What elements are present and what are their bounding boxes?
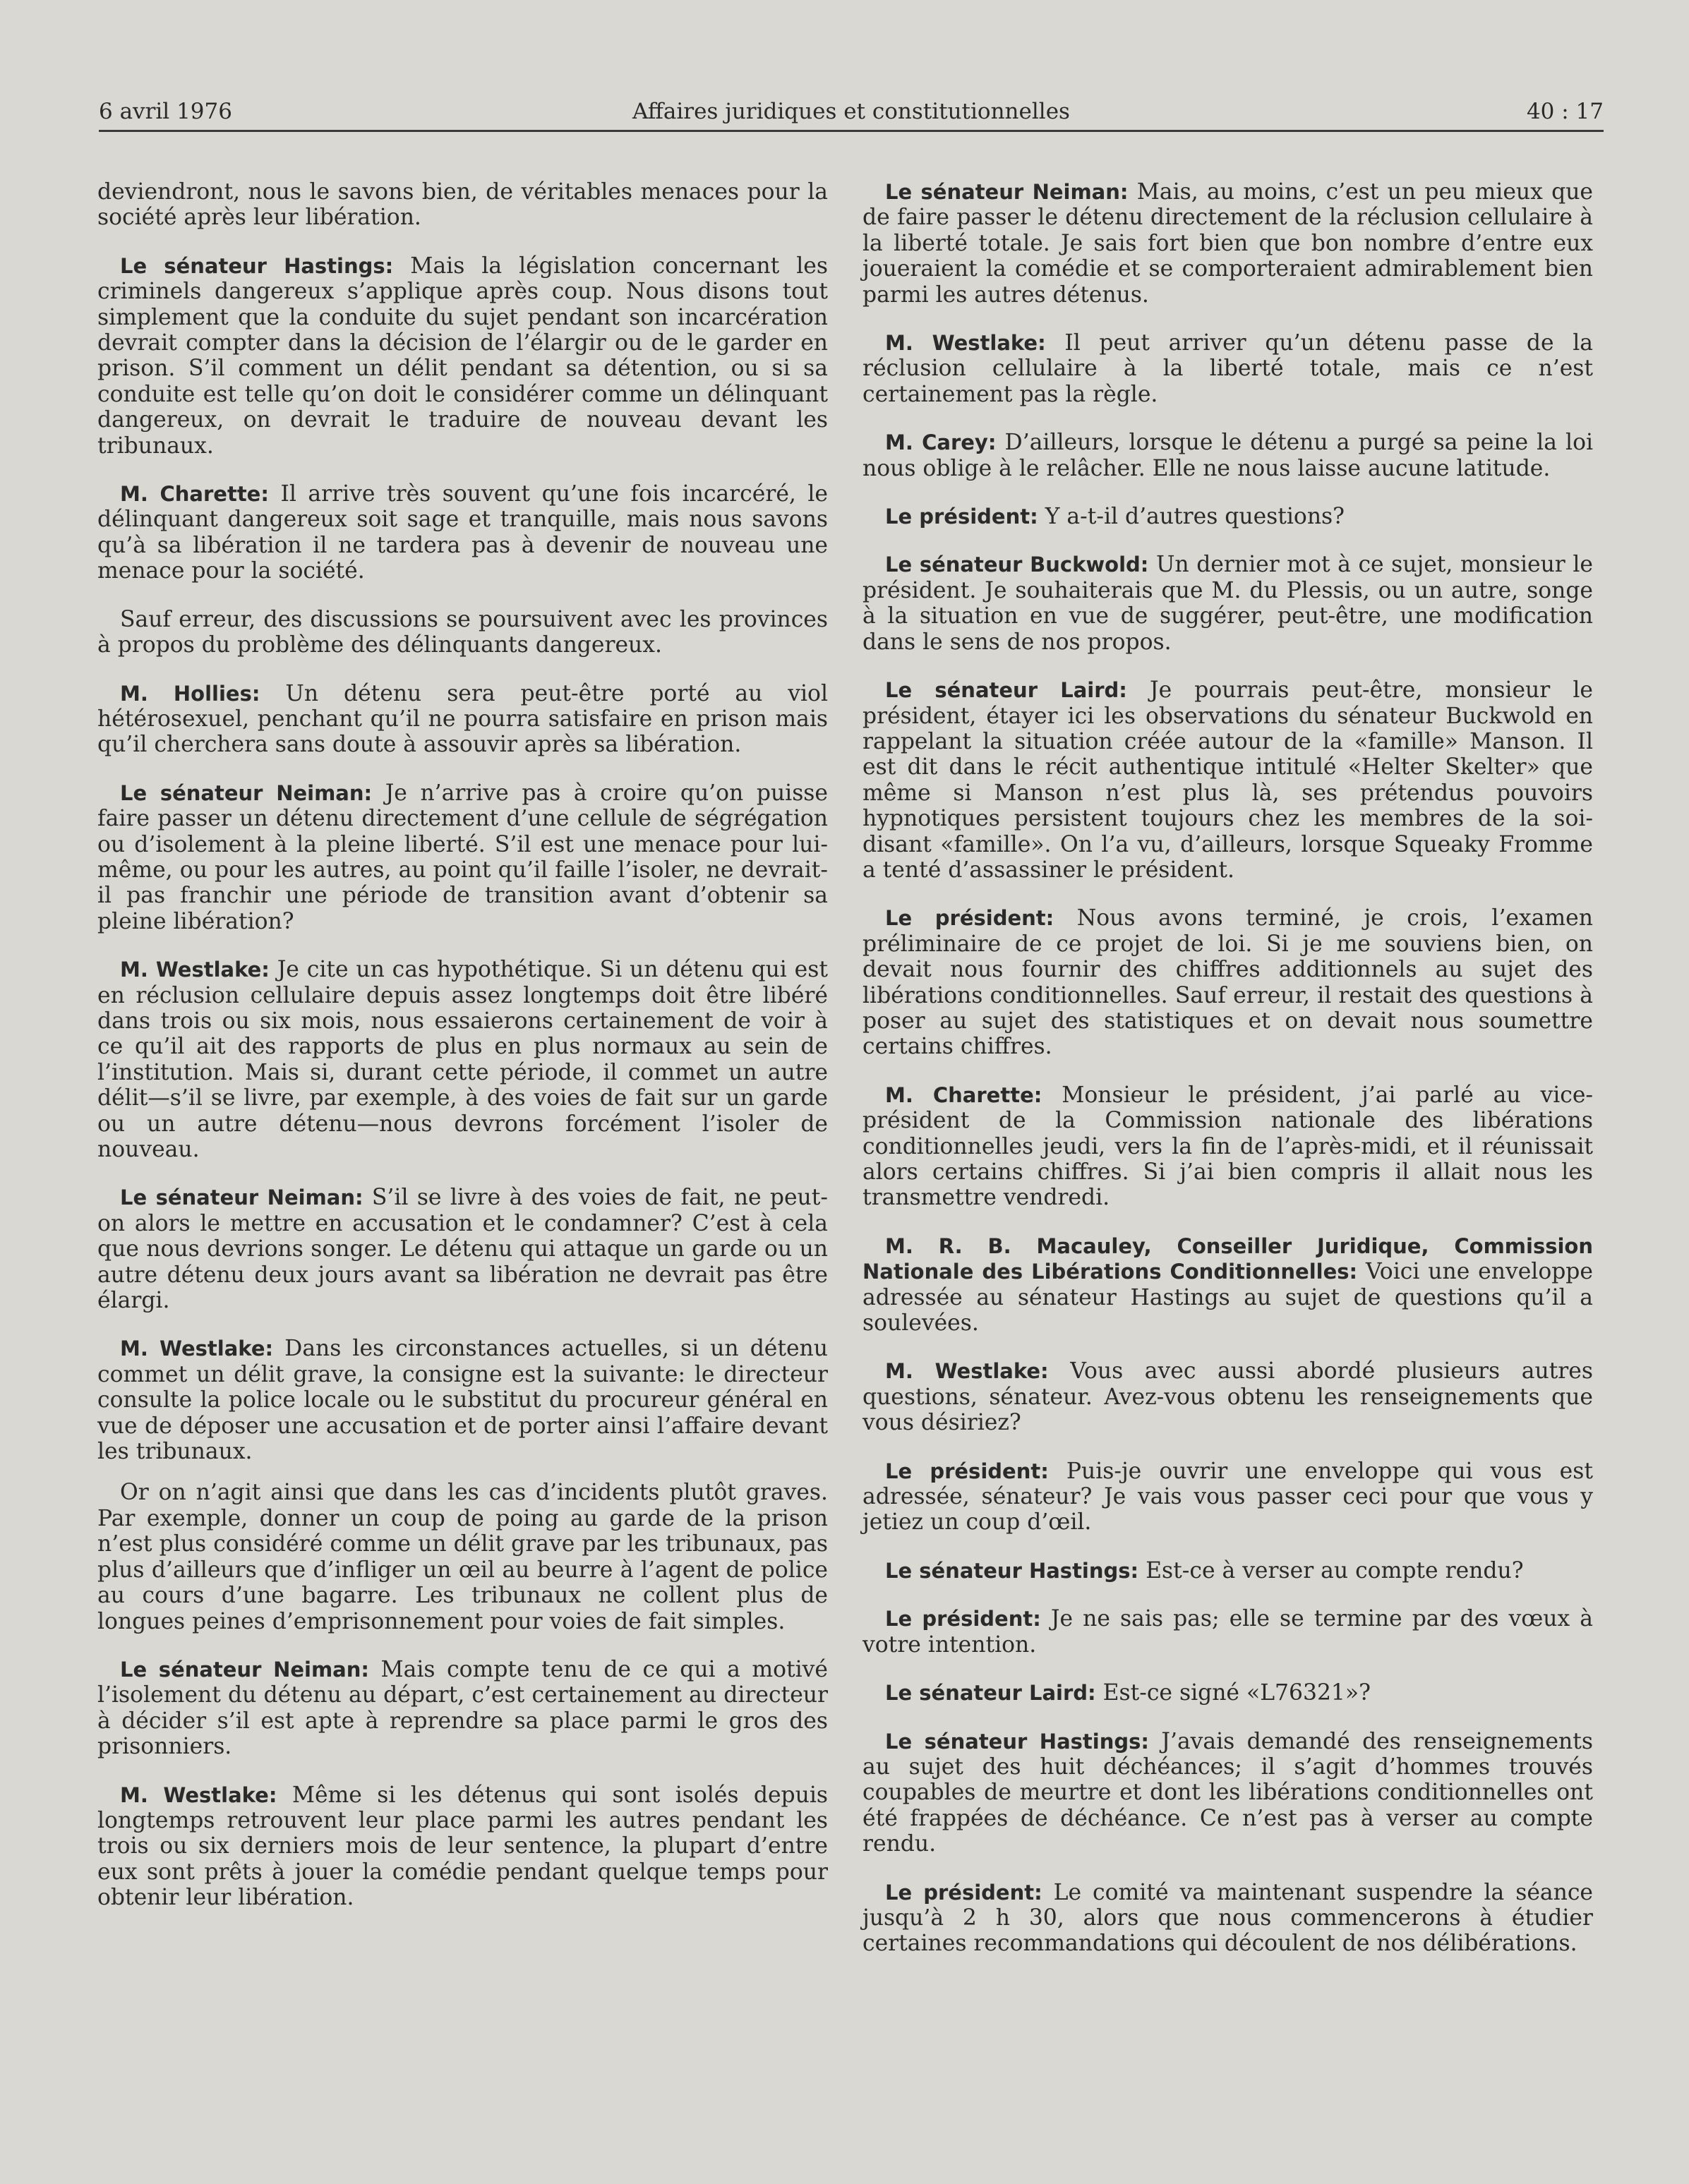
- paragraph-text: Je cite un cas hypothétique. Si un détenu qui est en réclusion cellulaire depuis assez longtemps doit être libéré dans trois ou six mois, nous essaierons certainement de voir à ce qu’il ait des rapports de plus en plus normaux au sein de l’institution. Mais si, durant cette période, il commet un autre délit—s’il se livre, par exemple, à des voies de fait sur un garde ou un autre détenu—nous devrons forcément l’isoler de nouveau.: [97, 957, 828, 1162]
- paragraph: [97, 179, 828, 231]
- paragraph-text: Sauf erreur, des discussions se poursuivent avec les provinces à propos du problème des délinquants dangereux.: [97, 606, 828, 658]
- paragraph: [862, 1459, 1593, 1536]
- paragraph: [862, 430, 1593, 481]
- paragraph: [862, 677, 1593, 883]
- speaker-name: Le président:: [885, 1459, 1049, 1483]
- paragraph: [862, 1729, 1593, 1857]
- paragraph-text: Un détenu sera peut-être porté au viol hétérosexuel, penchant qu’il ne pourra satisfaire en prison mais qu’il cherchera sans doute à assouvir après sa libération.: [97, 680, 828, 758]
- paragraph-text: Monsieur le président, j’ai parlé au vice-président de la Commission nationale des libérations conditionnelles jeudi, vers la fin de l’après-midi, et il réunissait alors certains chiffres. Si j’ai bien compris il allait nous les transmettre vendredi.: [862, 1082, 1594, 1211]
- speaker-name: M. R. B. Macauley, Conseiller Juridique, Commission Nationale des Libérations Conditionnelles:: [862, 1233, 1593, 1284]
- paragraph: [862, 504, 1593, 529]
- paragraph: [97, 481, 828, 584]
- paragraph: [862, 1358, 1593, 1435]
- paragraph: [862, 179, 1593, 308]
- running-header: [99, 97, 1604, 132]
- paragraph-text: Y a-t-il d’autres questions?: [1038, 504, 1345, 530]
- speaker-name: Le sénateur Hastings:: [885, 1558, 1139, 1583]
- header-title: Affaires juridiques et constitutionnelles: [632, 99, 1070, 124]
- paragraph: [97, 1185, 828, 1313]
- speaker-name: M. Westlake:: [120, 1337, 274, 1361]
- paragraph: [97, 1657, 828, 1760]
- paragraph-text: Le comité va maintenant suspendre la séance jusqu’à 2 h 30, alors que nous commencerons à étudier certaines recommandations qui découlent de nos délibérations.: [862, 1879, 1593, 1957]
- paragraph: [862, 552, 1593, 655]
- paragraph-text: Or on n’agit ainsi que dans les cas d’incidents plutôt graves. Par exemple, donner un coup de poing au garde de la prison n’est plus considéré comme un délit grave par les tribunaux, pas plus d’ailleurs que d’infliger un œil au beurre à l’agent de police au cours d’une bagarre. Les tribunaux ne collent plus de longues peines d’emprisonnement pour voies de fait simples.: [97, 1480, 828, 1634]
- paragraph: [97, 957, 828, 1162]
- paragraph-text: Mais la législation concernant les criminels dangereux s’applique après coup. Nous disons tout simplement que la conduite du sujet pendant son incarcération devrait compter dans la décision de l’élargir ou de le garder en prison. S’il comment un délit pendant sa détention, ou si sa conduite est telle qu’on doit le considérer comme un délinquant dangereux, on devrait le traduire de nouveau devant les tribunaux.: [97, 253, 828, 459]
- paragraph: [97, 1480, 828, 1634]
- paragraph: [862, 1606, 1593, 1658]
- speaker-name: Le sénateur Hastings:: [885, 1729, 1149, 1754]
- speaker-name: M. Charette:: [120, 482, 269, 507]
- speaker-name: M. Hollies:: [120, 681, 260, 706]
- paragraph: [862, 905, 1593, 1059]
- speaker-name: Le sénateur Buckwold:: [885, 553, 1149, 577]
- speaker-name: M. Westlake:: [885, 331, 1046, 356]
- paragraph: [862, 1233, 1593, 1337]
- right-column: [862, 179, 1593, 1979]
- paragraph-text: D’ailleurs, lorsque le détenu a purgé sa peine la loi nous oblige à le relâcher. Elle ne nous laisse aucune latitude.: [862, 430, 1594, 481]
- paragraph-text: J’avais demandé des renseignements au sujet des huit déchéances; il s’agit d’hommes trouvés coupables de meurtre et dont les libérations conditionnelles ont été frappées de déchéance. Ce n’est pas à verser au compte rendu.: [862, 1728, 1593, 1857]
- paragraph-text: Il peut arriver qu’un détenu passe de la réclusion cellulaire à la liberté totale, mais ce n’est certainement pas la règle.: [862, 330, 1593, 407]
- speaker-name: Le président:: [885, 1880, 1042, 1905]
- paragraph-text: Voici une enveloppe adressée au sénateur Hastings au sujet de questions qu’il a soulevées.: [862, 1259, 1593, 1337]
- left-column: [97, 179, 828, 1933]
- speaker-name: Le sénateur Laird:: [885, 678, 1127, 703]
- paragraph: [862, 1680, 1593, 1706]
- speaker-name: Le sénateur Hastings:: [120, 253, 394, 278]
- header-date: 6 avril 1976: [99, 99, 232, 124]
- speaker-name: Le sénateur Neiman:: [885, 180, 1129, 204]
- paragraph: [97, 1336, 828, 1464]
- paragraph-text: Puis-je ouvrir une enveloppe qui vous est adressée, sénateur? Je vais vous passer ceci pour que vous y jetiez un coup d’œil.: [862, 1458, 1593, 1536]
- paragraph: [97, 253, 828, 459]
- paragraph-text: Nous avons terminé, je crois, l’examen préliminaire de ce projet de loi. Si je me souviens bien, on devait nous fournir des chiffres additionnels au sujet des libérations conditionnelles. Sauf erreur, il restait des questions à poser au sujet des statistiques et on devait nous soumettre certains chiffres.: [862, 905, 1593, 1060]
- paragraph-text: Mais, au moins, c’est un peu mieux que de faire passer le détenu directement de la réclusion cellulaire à la liberté totale. Je sais fort bien que bon nombre d’entre eux joueraient la comédie et se comporteraient admirablement bien parmi les autres détenus.: [862, 179, 1594, 308]
- speaker-name: Le sénateur Neiman:: [120, 780, 373, 805]
- speaker-name: Le sénateur Neiman:: [120, 1185, 363, 1210]
- paragraph: [862, 1880, 1593, 1957]
- paragraph-text: deviendront, nous le savons bien, de véritables menaces pour la société après leur libération.: [97, 179, 828, 231]
- paragraph-text: Un dernier mot à ce sujet, monsieur le président. Je souhaiterais que M. du Plessis, ou un autre, songe à la situation en vue de suggérer, peut-être, une modification dans le sens de nos propos.: [862, 552, 1593, 655]
- speaker-name: M. Westlake:: [120, 1782, 277, 1807]
- speaker-name: Le sénateur Neiman:: [120, 1657, 369, 1682]
- speaker-name: Le président:: [885, 1607, 1041, 1631]
- paragraph: [97, 607, 828, 658]
- paragraph-text: Même si les détenus qui sont isolés depuis longtemps retrouvent leur place parmi les autres pendant les trois ou six derniers mois de leur sentence, la plupart d’entre eux sont prêts à jouer la comédie pendant quelque temps pour obtenir leur libération.: [97, 1782, 828, 1911]
- paragraph: [862, 1082, 1593, 1211]
- header-page-number: 40 : 17: [1526, 99, 1604, 124]
- paragraph: [862, 1558, 1593, 1583]
- paragraph-text: Mais compte tenu de ce qui a motivé l’isolement du détenu au départ, c’est certainement au directeur à décider s’il est apte à reprendre sa place parmi le gros des prisonniers.: [97, 1656, 828, 1760]
- speaker-name: Le président:: [885, 505, 1038, 529]
- paragraph: [97, 681, 828, 758]
- paragraph: [97, 1782, 828, 1911]
- paragraph-text: Je n’arrive pas à croire qu’on puisse faire passer un détenu directement d’une cellule de ségrégation ou d’isolement à la pleine liberté. S’il est une menace pour lui-même, ou pour les autres, au point qu’il faille l’isoler, ne devrait-il pas franchir une période de transition avant d’obtenir sa pleine libération?: [97, 780, 828, 934]
- paragraph-text: Dans les circonstances actuelles, si un détenu commet un délit grave, la consigne est la suivante: le directeur consulte la police locale ou le substitut du procureur général en vue de déposer une accusation et de porter ainsi l’affaire devant les tribunaux.: [97, 1336, 828, 1465]
- paragraph-text: Je ne sais pas; elle se termine par des vœux à votre intention.: [862, 1606, 1593, 1658]
- paragraph-text: Est-ce à verser au compte rendu?: [1138, 1557, 1524, 1583]
- speaker-name: Le sénateur Laird:: [885, 1681, 1096, 1706]
- speaker-name: M. Westlake:: [120, 958, 270, 982]
- speaker-name: M. Carey:: [885, 430, 997, 455]
- speaker-name: M. Charette:: [885, 1082, 1042, 1107]
- paragraph-text: S’il se livre à des voies de fait, ne peut-on alors le mettre en accusation et le condamner? C’est à cela que nous devrions songer. Le détenu qui attaque un garde ou un autre détenu deux jours avant sa libération ne devrait pas être élargi.: [97, 1185, 828, 1314]
- speaker-name: M. Westlake:: [885, 1359, 1049, 1384]
- paragraph-text: Vous avec aussi abordé plusieurs autres questions, sénateur. Avez-vous obtenu les renseignements que vous désiriez?: [862, 1358, 1593, 1436]
- paragraph-text: Est-ce signé «L76321»?: [1095, 1680, 1371, 1706]
- paragraph-text: Je pourrais peut-être, monsieur le président, étayer ici les observations du sénateur Buckwold en rappelant la situation créée autour de la «famille» Manson. Il est dit dans le récit authentique intitulé «Helter Skelter» que même si Manson n’est plus là, ses prétendus pouvoirs hypnotiques persistent toujours chez les membres de la soi-disant «famille». On l’a vu, d’ailleurs, lorsque Squeaky Fromme a tenté d’assassiner le président.: [862, 677, 1594, 883]
- paragraph: [97, 780, 828, 934]
- paragraph-text: Il arrive très souvent qu’une fois incarcéré, le délinquant dangereux soit sage et tranquille, mais nous savons qu’à sa libération il ne tardera pas à devenir de nouveau une menace pour la société.: [97, 481, 828, 584]
- speaker-name: Le président:: [885, 906, 1054, 931]
- paragraph: [862, 330, 1593, 407]
